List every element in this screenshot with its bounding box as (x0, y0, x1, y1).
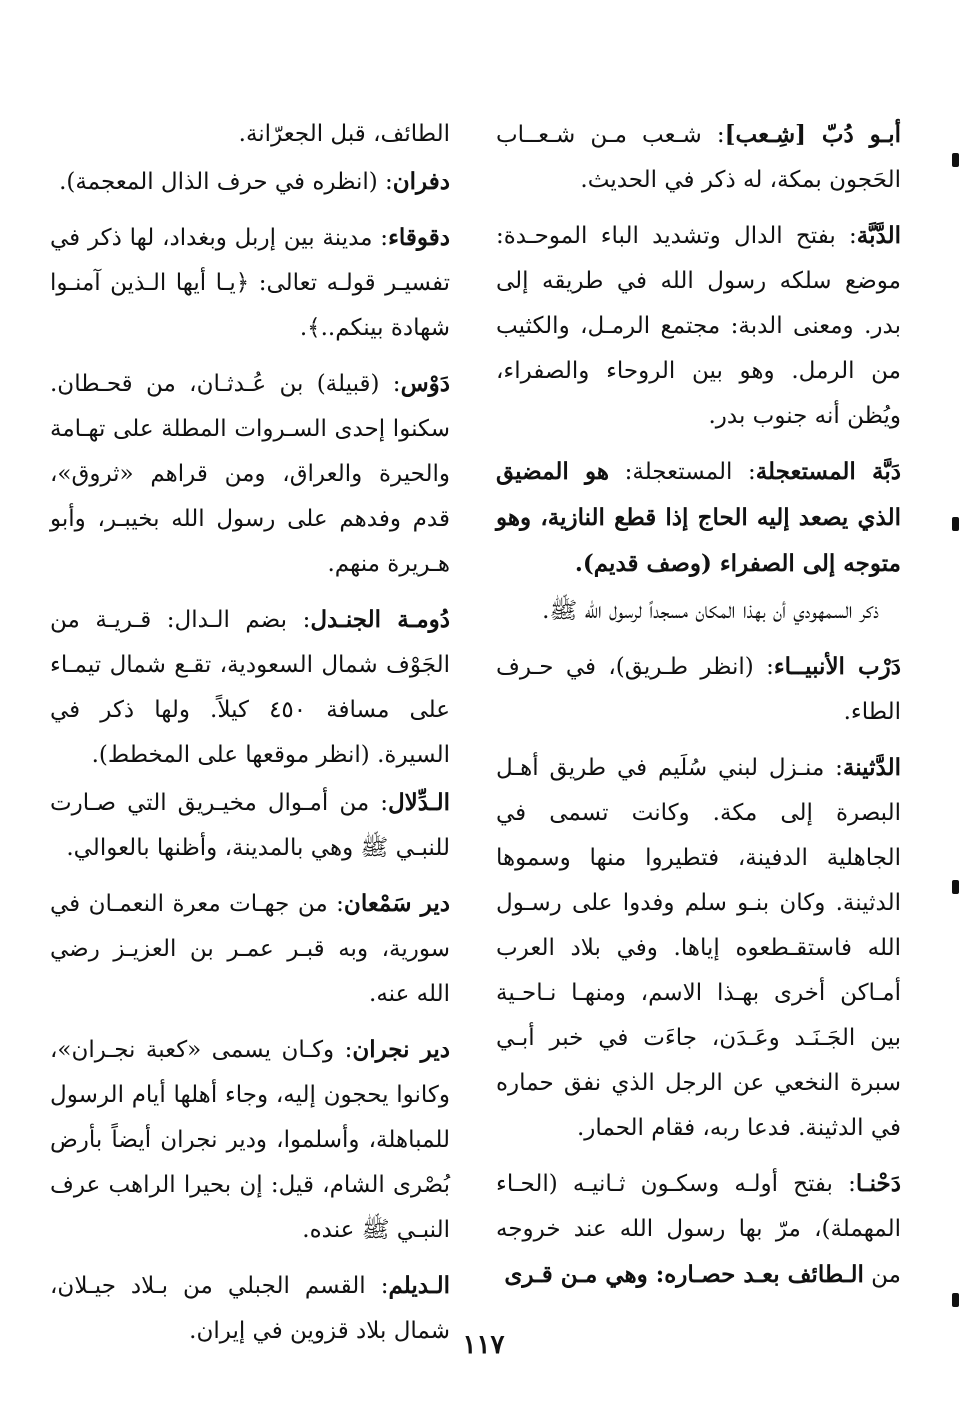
headword: دَحْنـا (855, 1170, 901, 1197)
entry-text: : وكـان يسمى «كعبة نجـران»، وكانوا يحجون إليه، وجاء أهلها أيام الرسول للمباهلة، وأسلموا، ودير نجران أيضاً بأرض بُصْرى الشام، قيل: إن بحيرا الراهب عرف النبـي ﷺ عنده. (50, 1037, 450, 1243)
entry-text: : المستعجلة: (609, 459, 756, 485)
headword: دفران (392, 168, 450, 195)
entry-abu-dubb (496, 112, 901, 203)
entry-text: : منـزل لبني سُلَيم في طريق أهـل البصرة إلى مكة. وكانت تسمى في الجاهلية الدفينة، فتطيروا منها وسموها الدثينة. وكان بنـو سلم وفدوا على رسـول الله فاستقـطعوه إياها. وفي بلاد العرب أمـاكن أخرى بهـذا الاسم، ومنهـا نـاحـية بين الجَـنَـد وعَـدَن، جاءَت في خبر أبـي سبرة النخعي عن الرجل الذي نفق حماره في الدثينة. فدعا ربه، فقام الحمار. (496, 755, 901, 1141)
entry-text: : (انظره في حرف الذال المعجمة). (59, 169, 393, 195)
entry-text: : بفتح الدال وتشديد الباء الموحـدة: موضع سلكه رسول الله في طريقه إلى بدر. ومعنى الدبة: مجتمع الرمـل، والكثيب من الرمل. وهو بين الروحاء والصفراء، ويُظن أنه جنوب بدر. (496, 223, 901, 429)
entry-dahna (496, 1161, 901, 1298)
headword: دير نجران (352, 1036, 450, 1063)
edge-mark (952, 517, 959, 531)
entry-text-bold: هو المضيق الذي يصعد إليه الحاج إذا قطع النازية، وهو متوجه إلى الصفراء (وصف قديم). (496, 458, 901, 577)
headword: دقوقاء (388, 224, 450, 251)
entry-addathina (496, 745, 901, 1151)
entry-addabba (496, 213, 901, 439)
entry-taif-continuation (50, 112, 450, 157)
entry-text: : بفتح أولـه وسكـون ثـانيـه (الحـاء المهملة)، مرّ بها رسول الله عند خروجه من (496, 1171, 901, 1288)
entry-daws (50, 361, 450, 587)
entry-deir-samaan (50, 881, 450, 1017)
left-column (50, 112, 450, 1364)
entry-text: : مدينة بين إربل وبغداد، لها ذكر في تفسيـر قولـه تعالى: ﴿يـا أيها الـذين آمنـوا شهادة بينكم..﴾. (50, 225, 450, 341)
entry-text: : من أمـوال مخيـريق التي صـارت للنبـي ﷺ وهي بالمدينة، وأظنها بالعوالي. (50, 790, 450, 861)
headword: دَرْب الأنبيــاء (773, 653, 901, 680)
entry-text: ذكر السمهودي أن بهذا المكان مسجداً لرسول الله ﷺ. (542, 598, 879, 624)
entry-text: : القسم الجبلي من بـلاد جيـلان، شمال بلاد قزوين في إيران. (50, 1273, 450, 1344)
entry-dabbat-al-mustajila (496, 449, 901, 587)
edge-mark (952, 153, 959, 167)
entry-difran (50, 159, 450, 205)
entry-daquqa (50, 215, 450, 351)
headword: دير سَمْعان (343, 890, 451, 917)
right-column (496, 112, 901, 1308)
headword: أبـو دُبّ [شِـعب] (724, 121, 901, 148)
entry-dumat-al-jandal (50, 597, 450, 778)
entry-text-bold: الـطائف بعـد حصـاره: وهي مـن قـرى (504, 1261, 864, 1288)
entry-text: : (قبيلة) بن عُـدثـان، من قحـطان. سكنوا إحدى السـروات المطلة على تهـامة والحيرة والعراق، ومن قراهم «ثروق»، قدم وفدهم على رسول الله بخيبـر، وأبو هـريرة منهم. (50, 371, 450, 577)
headword: دَوْس (400, 370, 450, 397)
entry-text: : من جهـات معرة النعمـان في سورية، وبه قبـر عمـر بن العزيـز رضي الله عنه. (50, 891, 450, 1007)
entry-addilal (50, 780, 450, 871)
headword: دَبَّة المستعجلة (755, 458, 901, 485)
headword: دُومـة الجنـدل (310, 606, 451, 633)
headword: الدَّبَّة (856, 222, 901, 249)
entry-deir-najran (50, 1027, 450, 1253)
headword: الـدِّلال (387, 789, 450, 816)
entry-darb-al-anbiya (496, 644, 901, 735)
edge-mark (952, 1293, 959, 1307)
entry-text: : بضم الـدال: قـريـة من الجَوْف شمال السعودية، تقـع شمال تيمـاء على مسافة ٤٥٠ كيلاً. ولها ذكر في السيرة. (انظر موقعها على المخطط). (50, 607, 450, 768)
page-number: ١١٧ (462, 1330, 505, 1360)
headword: الـديلم (388, 1272, 450, 1299)
edge-mark (952, 880, 959, 894)
entry-samhudi-note (496, 589, 901, 634)
entry-text: : (انظر طـريق)، في حـرف الطاء. (496, 654, 901, 725)
entry-text: : شـعب مـن شـعــاب الحَجون بمكة، له ذكر في الحديث. (496, 122, 901, 193)
entry-text: الطائف، قبل الجعرّانة. (238, 121, 450, 147)
headword: الدَّثينة (842, 754, 901, 781)
